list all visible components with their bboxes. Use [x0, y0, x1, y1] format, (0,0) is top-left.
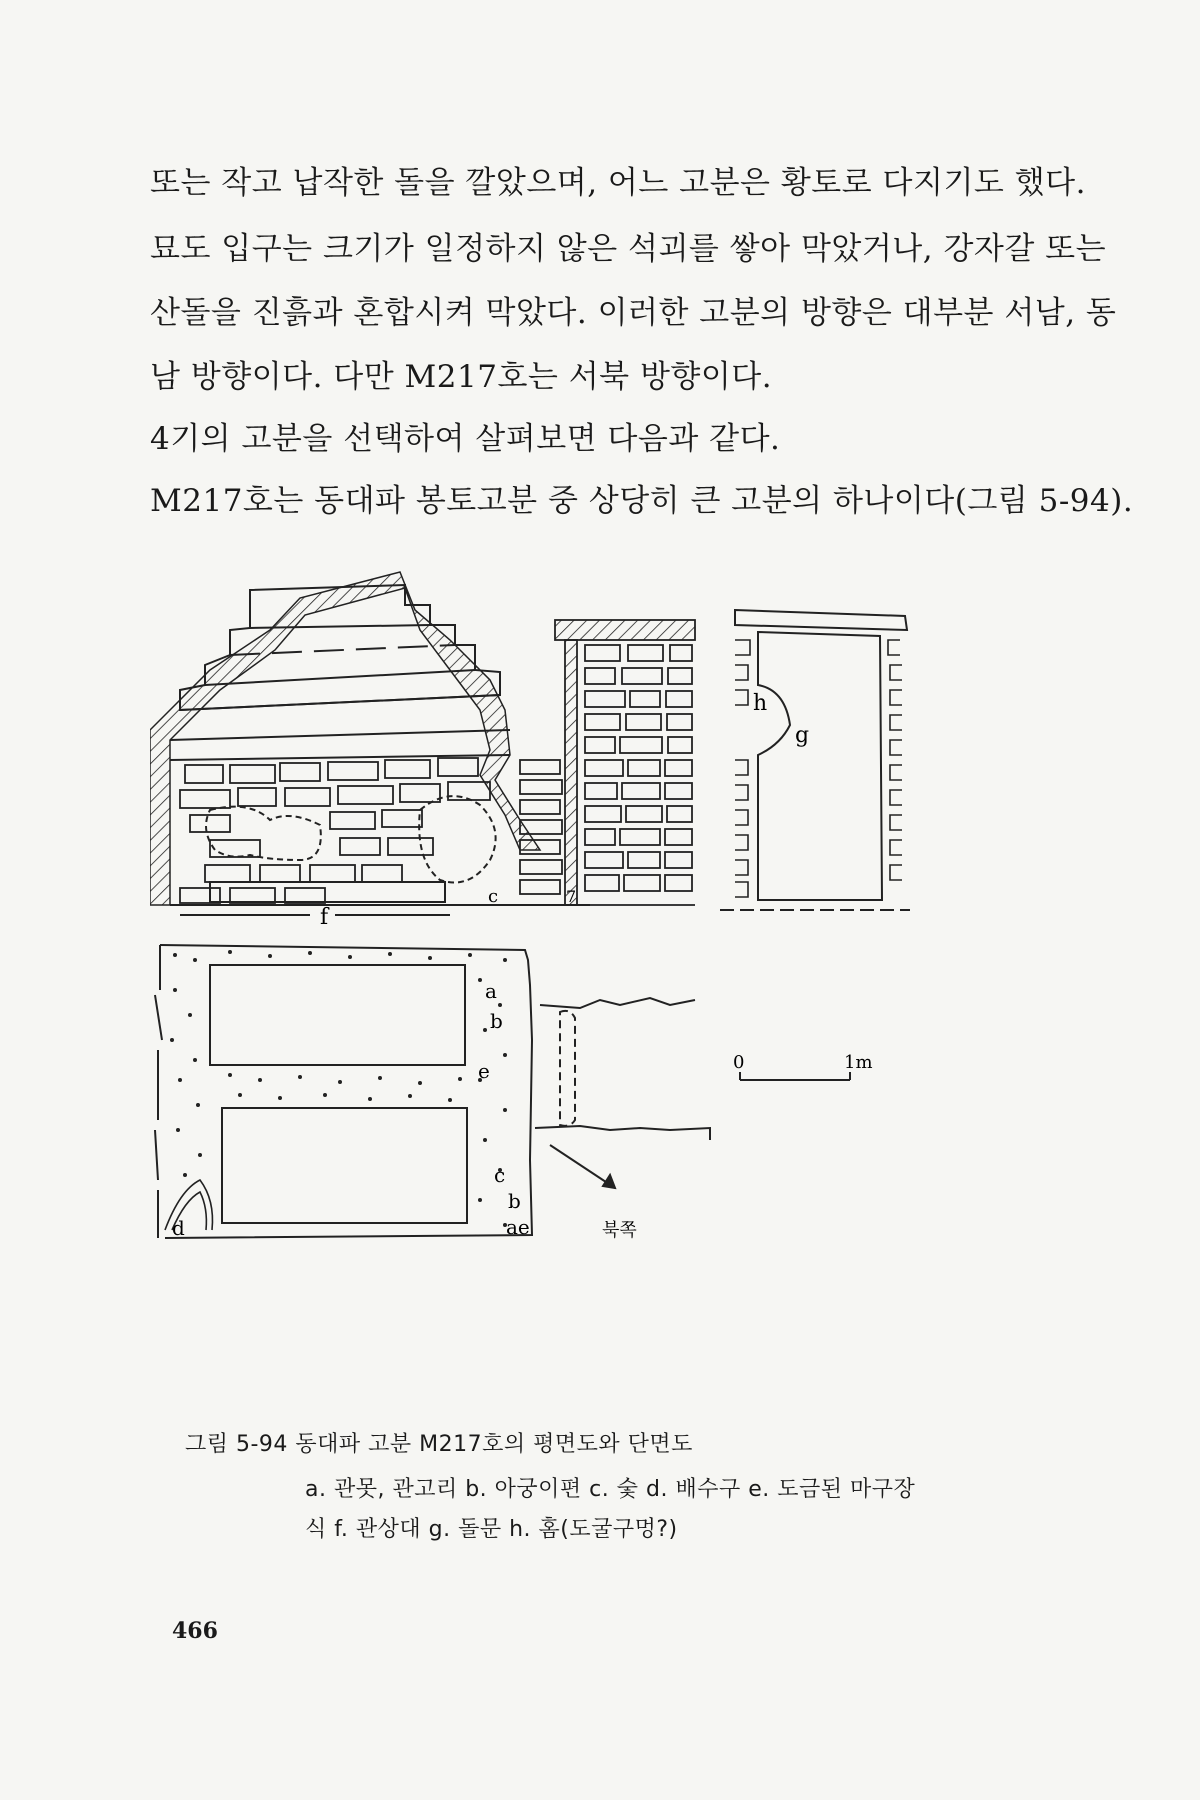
- label-c-top: c: [488, 886, 499, 907]
- body-line-3: 산돌을 진흙과 혼합시켜 막았다. 이러한 고분의 방향은 대부분 서남, 동: [150, 295, 1117, 331]
- tomb-figure: [150, 560, 1050, 1360]
- label-a-top: a: [485, 979, 497, 1003]
- middle-section-drawing: [520, 620, 695, 905]
- scale-end-label: 1m: [844, 1052, 873, 1073]
- figure-caption-legend-2: 식 f. 관상대 g. 돌문 h. 홈(도굴구멍?): [305, 1517, 678, 1542]
- stone-door-drawing: [720, 610, 910, 910]
- label-d: d: [172, 1216, 185, 1240]
- plan-drawing: [155, 945, 850, 1238]
- label-ae: ae: [506, 1215, 530, 1239]
- label-7: 7: [566, 887, 577, 906]
- figure-caption-title: 그림 5-94 동대파 고분 M217호의 평면도와 단면도: [185, 1432, 693, 1457]
- label-f: f: [320, 905, 329, 930]
- page-number: 466: [172, 1618, 218, 1644]
- label-b-bottom: b: [508, 1189, 521, 1213]
- tomb-drawing-svg: [150, 560, 1050, 1360]
- body-line-5: 4기의 고분을 선택하여 살펴보면 다음과 같다.: [150, 421, 781, 457]
- label-g: g: [795, 723, 810, 748]
- figure-caption-legend-1: a. 관못, 관고리 b. 아궁이편 c. 숯 d. 배수구 e. 도금된 마구장: [305, 1477, 916, 1502]
- label-h: h: [753, 691, 768, 716]
- body-line-2: 묘도 입구는 크기가 일정하지 않은 석괴를 쌓아 막았거나, 강자갈 또는: [150, 231, 1107, 267]
- north-arrow-label: 북쪽: [602, 1220, 637, 1241]
- label-e: e: [478, 1059, 490, 1083]
- label-c-bottom: c: [494, 1163, 506, 1187]
- body-line-1: 또는 작고 납작한 돌을 깔았으며, 어느 고분은 황토로 다지기도 했다.: [150, 165, 1086, 201]
- plan-rubble-dots: [170, 950, 507, 1227]
- label-b-top: b: [490, 1009, 503, 1033]
- body-line-6: M217호는 동대파 봉토고분 중 상당히 큰 고분의 하나이다(그림 5-94).: [150, 483, 1134, 519]
- body-line-4: 남 방향이다. 다만 M217호는 서북 방향이다.: [150, 359, 773, 395]
- scale-start-label: 0: [733, 1052, 745, 1073]
- left-section-drawing: [150, 572, 590, 915]
